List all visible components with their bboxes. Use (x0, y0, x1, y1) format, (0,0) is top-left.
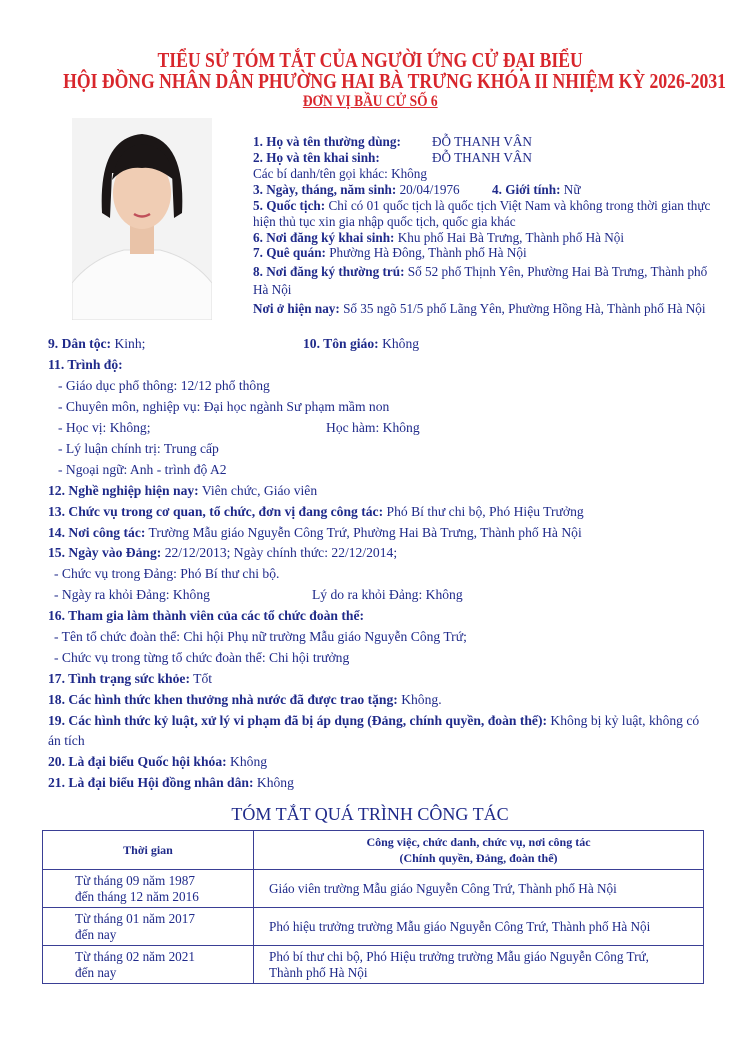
field-common-name (253, 134, 401, 150)
value: Viên chức, Giáo viên (198, 483, 318, 498)
field-ethnicity (48, 336, 145, 352)
work-cell (254, 946, 704, 984)
time-to: đến nay (75, 964, 117, 980)
value: 22/12/2013; Ngày chính thức: 22/12/2014; (161, 545, 398, 560)
field-gender (492, 182, 580, 198)
value: Trường Mẫu giáo Nguyễn Công Trứ, Phường Hai Bà Trưng, Thành phố Hà Nội (145, 525, 582, 540)
field-party-join (48, 545, 397, 561)
work-text: Giáo viên trường Mẫu giáo Nguyễn Công Trứ, Thành phố Hà Nội (269, 880, 617, 896)
label: 3. Ngày, tháng, năm sinh: (253, 182, 397, 197)
label: 6. Nơi đăng ký khai sinh: (253, 230, 395, 245)
education-general: - Giáo dục phổ thông: 12/12 phổ thông (58, 378, 270, 393)
work-history-title: TÓM TẮT QUÁ TRÌNH CÔNG TÁC (231, 804, 509, 824)
table-row (43, 908, 704, 946)
field-awards (48, 692, 442, 708)
organization-name: - Tên tổ chức đoàn thể: Chi hội Phụ nữ trường Mẫu giáo Nguyễn Công Trứ; (54, 629, 467, 644)
discipline-cont: án tích (48, 733, 85, 748)
value: Số 35 ngõ 51/5 phố Lãng Yên, Phường Hồng Hà, Thành phố Hà Nội (339, 301, 706, 316)
table-row (43, 870, 704, 908)
table-header (43, 831, 704, 870)
label: 18. Các hình thức khen thưởng nhà nước đã được trao tặng: (48, 692, 398, 707)
value: Phó Bí thư chi bộ, Phó Hiệu Trưởng (383, 504, 584, 519)
label: 19. Các hình thức kỷ luật, xử lý vi phạm đã bị áp dụng (Đảng, chính quyền, đoàn thể): (48, 713, 548, 728)
time-from: Từ tháng 01 năm 2017 (75, 910, 195, 926)
field-health (48, 671, 212, 687)
label: 11. Trình độ: (48, 357, 123, 372)
value: Không (378, 336, 420, 351)
title-text: ĐƠN VỊ BẦU CỬ SỐ 6 (302, 93, 438, 110)
label: 16. Tham gia làm thành viên của các tổ chức đoàn thể: (48, 608, 365, 623)
field-hometown (253, 245, 527, 261)
value: Không (226, 754, 268, 769)
header-time: Thời gian (43, 831, 254, 870)
title-line-2 (0, 69, 740, 94)
header-work (254, 831, 704, 870)
field-position (48, 504, 584, 520)
time-cell (43, 908, 254, 946)
party-leave-reason: Lý do ra khỏi Đảng: Không (312, 587, 463, 602)
electoral-unit (0, 93, 740, 111)
value: Khu phố Hai Bà Trưng, Thành phố Hà Nội (394, 230, 625, 245)
time-to: đến tháng 12 năm 2016 (75, 888, 199, 904)
field-birth-name (253, 150, 380, 166)
title-text: HỘI ĐỒNG NHÂN DÂN PHƯỜNG HAI BÀ TRƯNG KHÓA II NHIỆM KỲ 2026-2031 (63, 69, 726, 93)
value: 20/04/1976 (396, 182, 460, 197)
field-peoples-council (48, 775, 294, 791)
field-occupation (48, 483, 317, 499)
header-text: Công việc, chức danh, chức vụ, nơi công tác (366, 835, 591, 849)
candidate-photo (72, 118, 212, 320)
label: 8. Nơi đăng ký thường trú: (253, 264, 405, 279)
work-text: Phó hiệu trưởng trường Mẫu giáo Nguyễn Công Trứ, Thành phố Hà Nội (269, 918, 651, 934)
value: Nữ (560, 182, 581, 197)
label: 21. Là đại biểu Hội đồng nhân dân: (48, 775, 254, 790)
header-text: (Chính quyền, Đảng, đoàn thể) (399, 851, 558, 865)
common-name-value: ĐỖ THANH VÂN (432, 134, 532, 149)
field-nationality (253, 198, 710, 214)
field-national-assembly (48, 754, 267, 770)
label: 9. Dân tộc: (48, 336, 112, 351)
time-cell (43, 946, 254, 984)
education-language: - Ngoại ngữ: Anh - trình độ A2 (58, 462, 227, 477)
value: Số 52 phố Thịnh Yên, Phường Hai Bà Trưng, Thành phố (404, 264, 708, 279)
title-text: TIỂU SỬ TÓM TẮT CỦA NGƯỜI ỨNG CỬ ĐẠI BIỂU (157, 48, 583, 72)
education-title: Học hàm: Không (326, 420, 420, 435)
field-workplace (48, 525, 582, 541)
value: Không. (397, 692, 442, 707)
value: Tốt (189, 671, 213, 686)
table-row (43, 946, 704, 984)
organization-role: - Chức vụ trong từng tổ chức đoàn thể: Chi hội trưởng (54, 650, 350, 665)
label: 2. Họ và tên khai sinh: (253, 150, 380, 165)
label: 4. Giới tính: (492, 182, 561, 197)
value: Phường Hà Đông, Thành phố Hà Nội (325, 245, 527, 260)
label: 1. Họ và tên thường dùng: (253, 134, 401, 149)
portrait-image (72, 118, 212, 320)
value: Không (253, 775, 294, 790)
party-position: - Chức vụ trong Đảng: Phó Bí thư chi bộ. (54, 566, 280, 581)
alias: Các bí danh/tên gọi khác: Không (253, 166, 427, 181)
birth-name-value: ĐỖ THANH VÂN (432, 150, 532, 165)
label: 5. Quốc tịch: (253, 198, 326, 213)
permanent-residence-cont: Hà Nội (253, 282, 292, 297)
field-discipline (48, 713, 699, 729)
time-from: Từ tháng 09 năm 1987 (75, 872, 195, 888)
label: 20. Là đại biểu Quốc hội khóa: (48, 754, 227, 769)
label: 17. Tình trạng sức khỏe: (48, 671, 190, 686)
time-cell (43, 870, 254, 908)
field-current-residence (253, 301, 706, 317)
work-text: Phó bí thư chi bộ, Phó Hiệu trưởng trường Mẫu giáo Nguyễn Công Trứ, (269, 948, 649, 964)
value: Chỉ có 01 quốc tịch là quốc tịch Việt Nam và không trong thời gian thực (325, 198, 711, 213)
field-dob (253, 182, 460, 198)
education-degree: - Học vị: Không; (58, 420, 151, 435)
time-to: đến nay (75, 926, 117, 942)
label: 7. Quê quán: (253, 245, 326, 260)
label: 15. Ngày vào Đảng: (48, 545, 162, 560)
label: 13. Chức vụ trong cơ quan, tổ chức, đơn vị đang công tác: (48, 504, 384, 519)
work-history-table (42, 830, 704, 984)
party-leave-date: - Ngày ra khỏi Đảng: Không (54, 587, 210, 602)
time-from: Từ tháng 02 năm 2021 (75, 948, 195, 964)
work-cell (254, 908, 704, 946)
work-cell (254, 870, 704, 908)
field-religion (303, 336, 419, 352)
field-birth-registration (253, 230, 624, 246)
value: Kinh; (111, 336, 146, 351)
field-organizations (48, 608, 364, 624)
education-political: - Lý luận chính trị: Trung cấp (58, 441, 219, 456)
work-text-cont: Thành phố Hà Nội (269, 964, 368, 980)
nationality-cont: hiện thủ tục xin gia nhập quốc tịch, quốc gia khác (253, 214, 516, 229)
field-education (48, 357, 123, 373)
field-permanent-residence (253, 264, 707, 280)
education-professional: - Chuyên môn, nghiệp vụ: Đại học ngành Sư phạm mầm non (58, 399, 390, 414)
label: 10. Tôn giáo: (303, 336, 379, 351)
label: Nơi ở hiện nay: (253, 301, 340, 316)
value: Không bị kỷ luật, không có (547, 713, 700, 728)
label: 14. Nơi công tác: (48, 525, 146, 540)
label: 12. Nghề nghiệp hiện nay: (48, 483, 199, 498)
